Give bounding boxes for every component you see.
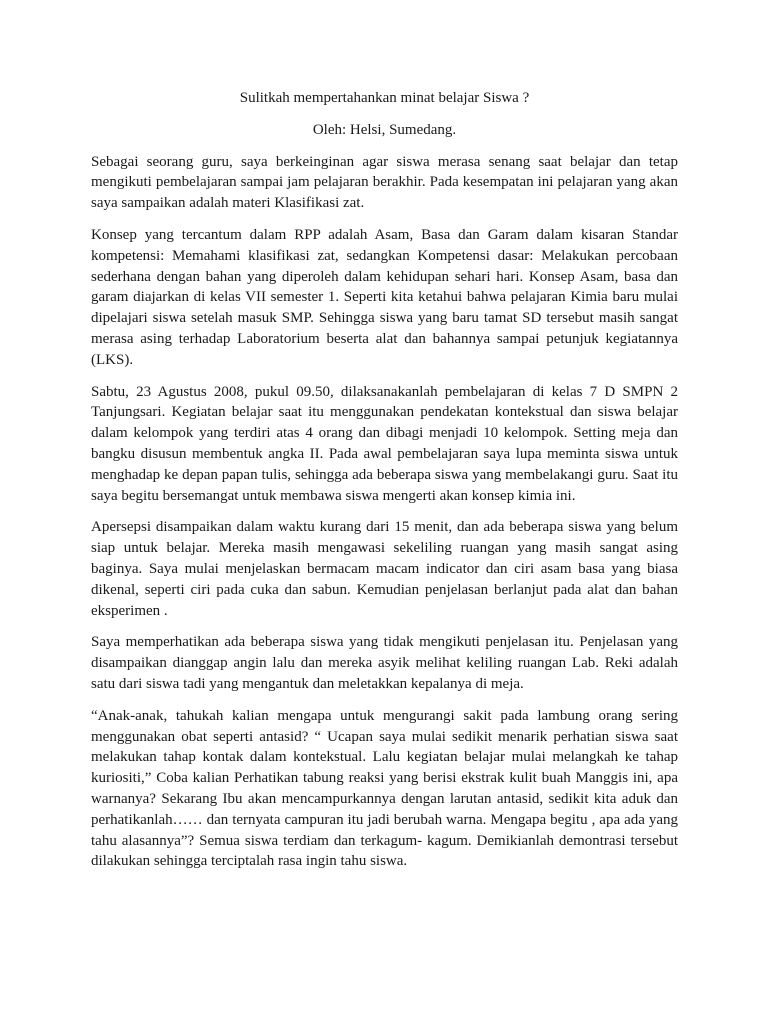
paragraph-apperception: Apersepsi disampaikan dalam waktu kurang dari 15 menit, dan ada beberapa siswa yang belum siap untuk belajar. Mereka masih mengawasi sekeliling ruangan yang masih sangat asing baginya. Saya mulai menjelaskan bermacam macam indicator dan ciri asam basa yang biasa dikenal, seperti ciri pada cuka dan sabun. Kemudian penjelasan berlanjut pada alat dan bahan eksperimen . [91,519,678,619]
paragraph-concept: Konsep yang tercantum dalam RPP adalah Asam, Basa dan Garam dalam kisaran Standar kompetensi: Memahami klasifikasi zat, sedangkan Kompetensi dasar: Melakukan percobaan sederhana dengan bahan yang diperoleh dalam kehidupan sehari hari. Konsep Asam, basa dan garam diajarkan di kelas VII semester 1. Seperti kita ketahui bahwa pelajaran Kimia baru mulai dipelajari siswa setelah masuk SMP. Sehingga siswa yang baru tamat SD tersebut masih sangat merasa asing terhadap Laboratorium beserta alat dan bahannya sampai petunjuk kegiatannya (LKS). [91,226,678,368]
paragraph-observation: Saya memperhatikan ada beberapa siswa yang tidak mengikuti penjelasan itu. Penjelasan yang disampaikan dianggap angin lalu dan mereka asyik melihat keliling ruangan Lab. Reki adalah satu dari siswa tadi yang mengantuk dan meletakkan kepalanya di meja. [91,634,678,692]
document-page [91,88,678,883]
document-author: Oleh: Helsi, Sumedang. [312,121,457,138]
paragraph-lesson-date: Sabtu, 23 Agustus 2008, pukul 09.50, dilaksanakanlah pembelajaran di kelas 7 D SMPN 2 Tanjungsari. Kegiatan belajar saat itu menggunakan pendekatan kontekstual dan siswa belajar dalam kelompok yang terdiri atas 4 orang dan dibagi menjadi 10 kelompok. Setting meja dan bangku disusun membentuk angka II. Pada awal pembelajaran saya lupa meminta siswa untuk menghadap ke depan papan tulis, sehingga ada beberapa siswa yang membelakangi guru. Saat itu saya begitu bersemangat untuk membawa siswa mengerti akan konsep kimia ini. [91,383,678,504]
paragraph-intro: Sebagai seorang guru, saya berkeinginan agar siswa merasa senang saat belajar dan tetap mengikuti pembelajaran sampai jam pelajaran berakhir. Pada kesempatan ini pelajaran yang akan saya sampaikan adalah materi Klasifikasi zat. [91,153,678,212]
document-title: Sulitkah mempertahankan minat belajar Siswa ? [239,90,530,106]
paragraph-demonstration: “Anak-anak, tahukah kalian mengapa untuk mengurangi sakit pada lambung orang sering menggunakan obat seperti antasid? “ Ucapan saya mulai sedikit menarik perhatian siswa saat melakukan tahap kontak dalam kontekstual. Lalu kegiatan belajar mulai melangkah ke tahap kuriositi,” Coba kalian Perhatikan tabung reaksi yang berisi ekstrak kulit buah Manggis ini, apa warnanya? Sekarang Ibu akan mencampurkannya dengan larutan antasid, sedikit kita aduk dan perhatikanlah…… dan ternyata campuran itu jadi berubah warna. Mengapa begitu , apa ada yang tahu alasannya”? Semua siswa terdiam dan terkagum- kagum. Demikianlah demontrasi tersebut dilakukan sehingga terciptalah rasa ingin tahu siswa. [91,707,678,870]
